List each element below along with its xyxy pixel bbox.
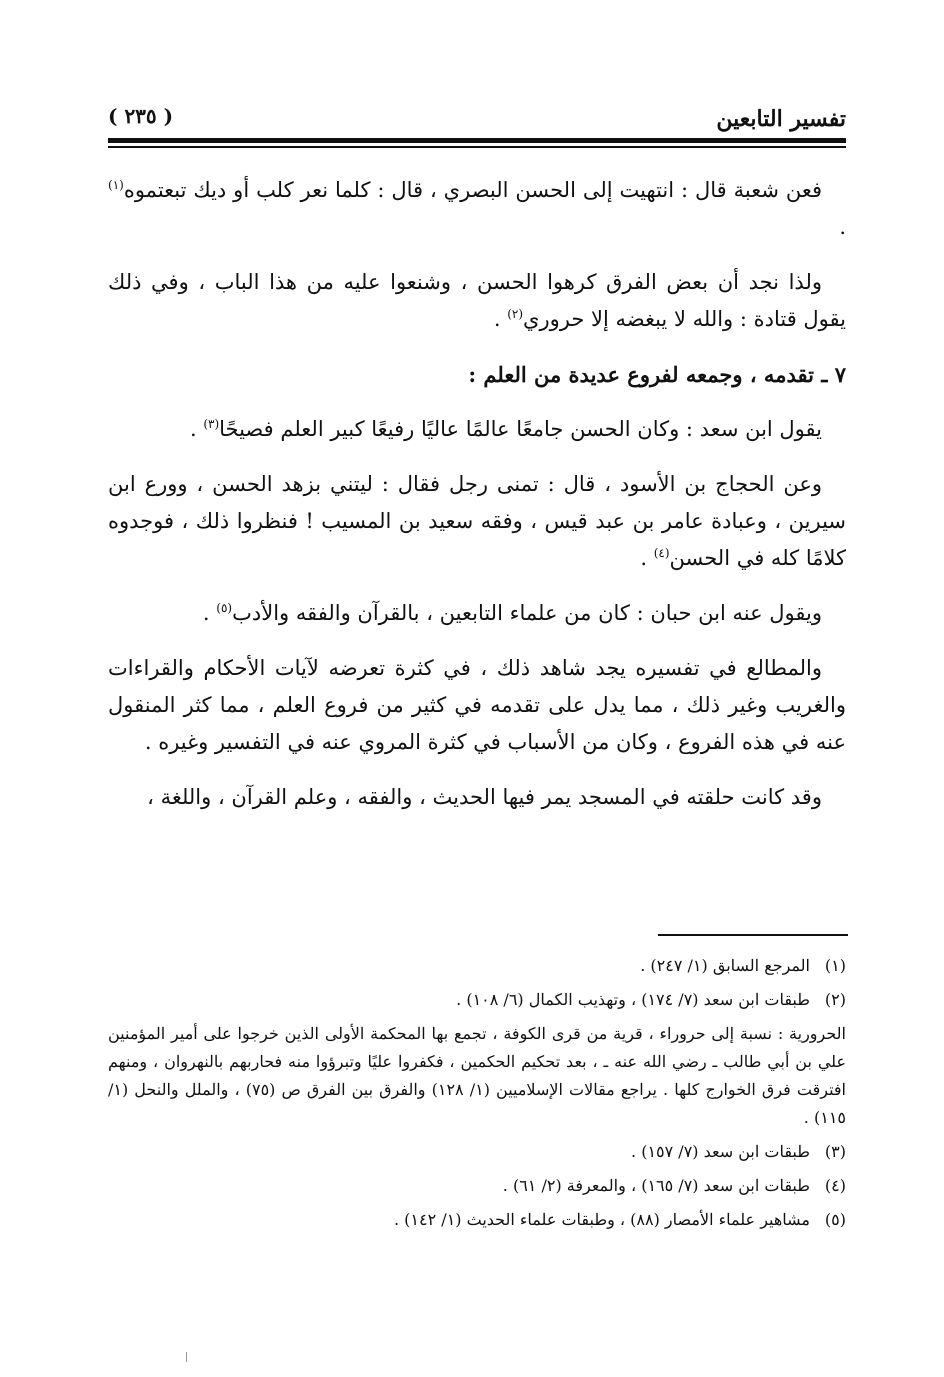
running-title: تفسير التابعين <box>716 106 846 132</box>
paragraph: وقد كانت حلقته في المسجد يمر فيها الحديث ، والفقه ، وعلم القرآن ، واللغة ، <box>147 785 822 809</box>
header-rule <box>108 138 846 143</box>
section-heading: ٧ ـ تقدمه ، وجمعه لفروع عديدة من العلم : <box>468 362 846 387</box>
footnote-ref: (٣) <box>203 417 220 431</box>
footnote-separator <box>658 934 848 936</box>
footnote-ref: (٢) <box>507 307 524 321</box>
footnote-continuation: الحرورية : نسبة إلى حروراء ، قرية من قرى الكوفة ، تجمع بها المحكمة الأولى الذين خرجوا على أمير المؤمنين علي بن أبي طالب ـ رضي الله عنه ـ ، بعد تحكيم الحكمين ، فكفروا عليًا وتبرؤوا منه فحاربهم بالنهروان ، ومنهم افترقت فرق الخوارج كلها . يراجع مقالات الإسلاميين (١/ ١٢٨) والفرق بين الفرق ص (٧٥) ، والملل والنحل (١/ ١١٥) . <box>108 1024 846 1127</box>
footnote: (٥) مشاهير علماء الأمصار (٨٨) ، وطبقات علماء الحديث (١/ ١٤٢) . <box>394 1210 846 1229</box>
footnote-ref: (٥) <box>216 601 233 615</box>
footnote: (٢) طبقات ابن سعد (٧/ ١٧٤) ، وتهذيب الكمال (٦/ ١٠٨) . <box>456 990 846 1009</box>
footnotes <box>108 952 846 1240</box>
paragraph: وعن الحجاج بن الأسود ، قال : تمنى رجل فقال : ليتني بزهد الحسن ، وورع ابن سيرين ، وعبادة عامر بن عبد قيس ، وفقه سعيد بن المسيب ! فنظروا ذلك ، فوجدوه كلامًا كله في الحسن$^{(٤)}$ . <box>108 472 846 570</box>
paragraph: ويقول عنه ابن حبان : كان من علماء التابعين ، بالقرآن والفقه والأدب$^{(٥)}$ . <box>202 601 822 625</box>
paragraph: ولذا نجد أن بعض الفرق كرهوا الحسن ، وشنعوا عليه من هذا الباب ، وفي ذلك يقول قتادة : والله لا يبغضه إلا حروري$^{(٢)}$ . <box>108 270 846 331</box>
paragraph: يقول ابن سعد : وكان الحسن جامعًا عالمًا عاليًا رفيعًا كبير العلم فصيحًا$^{(٣)}$ . <box>189 417 822 441</box>
paragraph: والمطالع في تفسيره يجد شاهد ذلك ، في كثرة تعرضه لآيات الأحكام والقراءات والغريب وغير ذلك ، مما يدل على تقدمه في كثير من فروع العلم ، مما كثر المنقول عنه في هذه الفروع ، وكان من الأسباب في كثرة المروي عنه في التفسير وغيره . <box>108 656 846 754</box>
footnote: (٤) طبقات ابن سعد (٧/ ١٦٥) ، والمعرفة (٢/ ٦١) . <box>502 1176 846 1195</box>
footnote: (٣) طبقات ابن سعد (٧/ ١٥٧) . <box>631 1142 846 1161</box>
footnote-ref: (١) <box>108 178 124 192</box>
footnote-ref: (٤) <box>653 546 670 560</box>
page-number: ( ٢٣٥ ) <box>108 104 174 128</box>
header-rule-thin <box>108 146 846 148</box>
main-text <box>108 172 846 834</box>
page-header <box>108 98 846 134</box>
paragraph: فعن شعبة قال : انتهيت إلى الحسن البصري ، قال : كلما نعر كلب أو ديك تبعتموه$^{(١)}$ . <box>108 178 846 239</box>
scan-mark <box>186 1352 187 1362</box>
footnote: (١) المرجع السابق (١/ ٢٤٧) . <box>640 956 846 975</box>
